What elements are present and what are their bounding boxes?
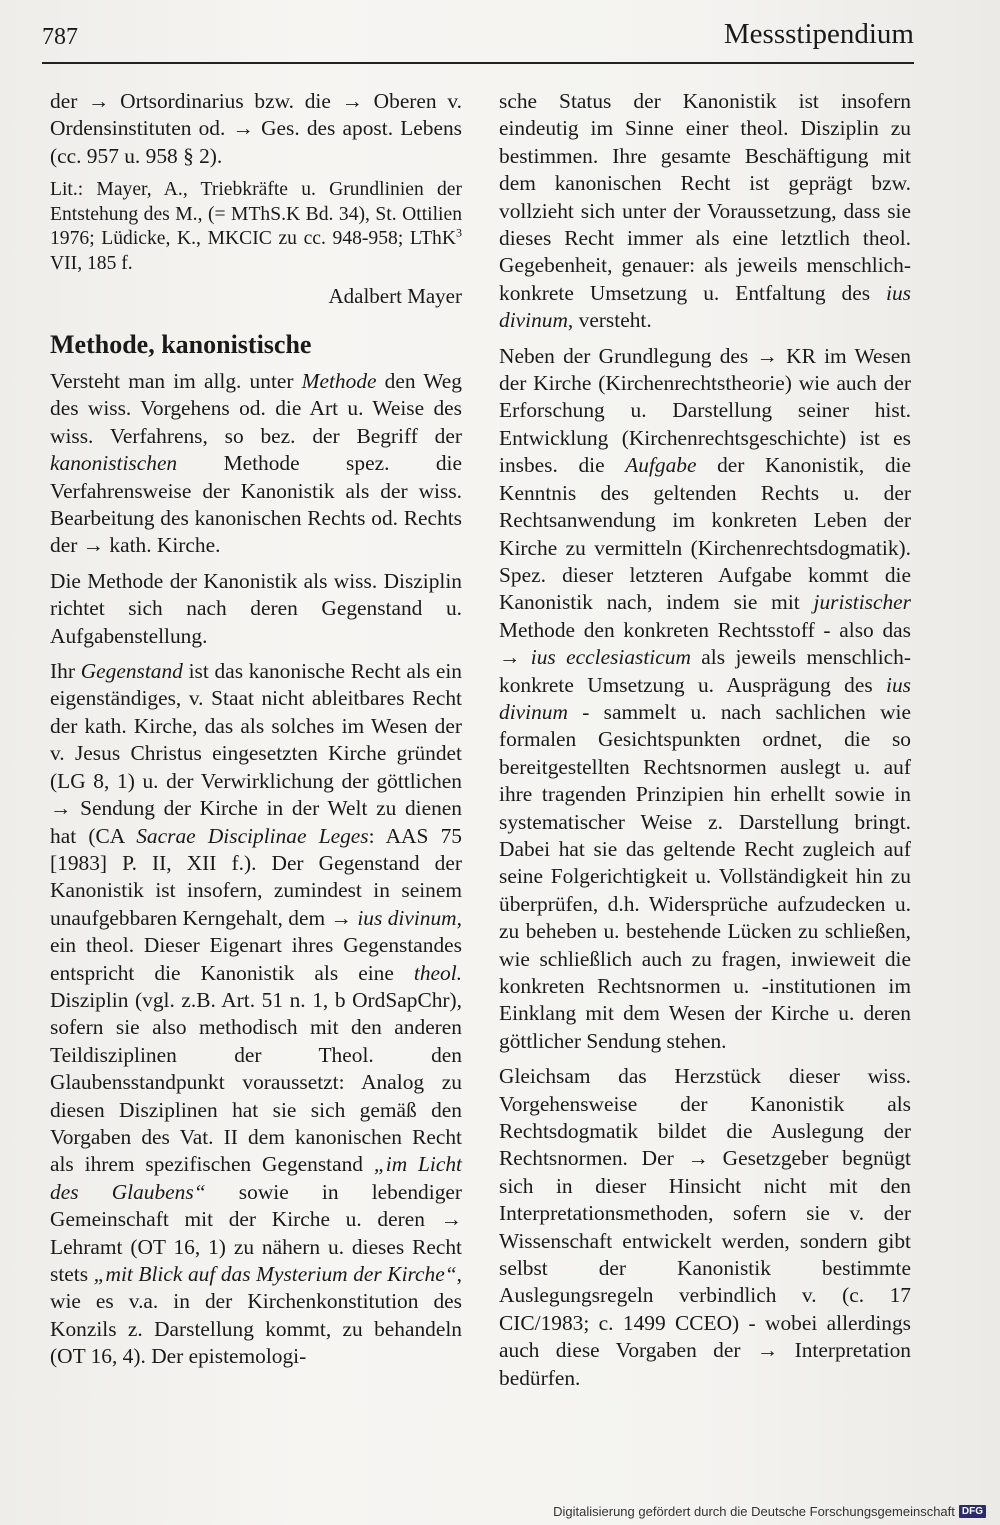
- dfg-logo-icon: DFG: [959, 1505, 986, 1518]
- paragraph: der → Ortsordinarius bzw. die → Oberen v. Ordensinstituten od. → Ges. des apost. Lebens (cc. 957 u. 958 § 2).: [50, 89, 462, 168]
- paragraph: Neben der Grundlegung des → KR im Wesen der Kirche (Kirchenrechtstheorie) wie auch der Erforschung u. Darstellung seiner hist. Entwicklung (Kirchenrechtsgeschichte) ist es insbes. die Aufgabe der Kanonistik, die Kenntnis des geltenden Rechts u. der Rechtsanwendung im konkreten Leben der Kirche zu vermitteln (Kirchenrechtsdogmatik). Spez. dieser letzteren Aufgabe kommt die Kanonistik nach, indem sie mit juristischer Methode den konkreten Rechtsstoff - also das → ius ecclesiasticum als jeweils menschlich-konkrete Umsetzung u. Ausprägung des ius divinum - sammelt u. nach sachlichen wie formalen Gesichtspunkten ordnet, die so bereitgestellten Rechtsnormen auslegt u. auf ihre tragenden Prinzipien hin erhellt sowie in systematischer Weise z. Darstellung bringt. Dabei hat sie das geltende Recht zugleich auf seine Folgerichtigkeit u. Vollständigkeit hin zu überprüfen, d.h. Widersprüche aufzudecken u. zu beheben u. bestehende Lücken zu schließen, wie schließlich auch zu fragen, inwieweit die konkreten Rechtsnormen u. -institutionen im Einklang mit dem Wesen der Kirche u. deren göttlicher Sendung stehen.: [499, 343, 911, 1053]
- paragraph: sche Status der Kanonistik ist insofern eindeutig im Sinne einer theol. Disziplin zu bestimmen. Ihre gesamte Beschäftigung mit dem kanonischen Recht ist geprägt bzw. vollzieht sich unter der Voraussetzung, dass sie dieses Recht immer als eine letztlich theol. Gegebenheit, genauer: als jeweils menschlich-konkrete Umsetzung u. Entfaltung des ius divinum, versteht.: [499, 89, 911, 333]
- paragraph: Die Methode der Kanonistik als wiss. Disziplin richtet sich nach deren Gegenstand u. Aufgabenstellung.: [50, 568, 462, 648]
- footer-text: Digitalisierung gefördert durch die Deutsche Forschungsgemeinschaft: [553, 1504, 955, 1519]
- author-name: Adalbert Mayer: [328, 283, 462, 308]
- article-heading: Methode, kanonistische: [50, 330, 312, 359]
- paragraph: Gleichsam das Herzstück dieser wiss. Vorgehensweise der Kanonistik als Rechtsdogmatik bildet die Auslegung der Rechtsnormen. Der → Gesetzgeber begnügt sich in dieser Hinsicht nicht mit den Interpretationsmethoden, sofern sie v. der Wissenschaft entwickelt werden, sondern gibt selbst der Kanonistik bestimmte Auslegungsregeln verbindlich v. (c. 17 CIC/1983; c. 1499 CCEO) - wobei allerdings auch diese Vorgaben der → Interpretation bedürfen.: [499, 1064, 911, 1390]
- running-head: Messstipendium: [723, 18, 914, 50]
- digitization-footer: [553, 1504, 986, 1519]
- page-number: 787: [42, 24, 78, 50]
- paragraph: Versteht man im allg. unter Methode den Weg des wiss. Vorgehens od. die Art u. Weise des wiss. Verfahrens, so bez. der Begriff der kanonistischen Methode spez. die Verfahrensweise der Kanonistik als der wiss. Bearbeitung des kanonischen Rechts od. Rechts der → kath. Kirche.: [50, 369, 462, 558]
- page-header: [42, 18, 914, 58]
- paragraph: Ihr Gegenstand ist das kanonische Recht als ein eigenständiges, v. Staat nicht ableitbares Recht der kath. Kirche, das als solches im Wesen der v. Jesus Christus eingesetzten Kirche gründet (LG 8, 1) u. der Verwirklichung der göttlichen → Sendung der Kirche in der Welt zu dienen hat (CA Sacrae Disciplinae Leges: AAS 75 [1983] P. II, XII f.). Der Gegenstand der Kanonistik ist insofern, zumindest in seinem unaufgebbaren Kerngehalt, dem → ius divinum, ein theol. Dieser Eigenart ihres Gegenstandes entspricht die Kanonistik als eine theol. Disziplin (vgl. z.B. Art. 51 n. 1, b OrdSapChr), sofern sie also methodisch mit den anderen Teildisziplinen der Theol. den Glaubensstandpunkt voraussetzt: Analog zu diesen Disziplinen hat sie sich gemäß den Vorgaben des Vat. II dem kanonischen Recht als ihrem spezifischen Gegenstand „im Licht des Glaubens“ sowie in lebendiger Gemeinschaft mit der Kirche u. deren → Lehramt (OT 16, 1) zu nähern u. dieses Recht stets „mit Blick auf das Mysterium der Kirche“, wie es v.a. in der Kirchenkonstitution des Konzils z. Darstellung kommt, zu behandeln (OT 16, 4). Der epistemologi-: [50, 659, 463, 1369]
- right-column: [499, 88, 911, 1400]
- header-rule: [42, 62, 914, 64]
- left-column: [50, 88, 462, 1379]
- literature-reference: Lit.: Mayer, A., Triebkräfte u. Grundlinien der Entstehung des M., (= MThS.K Bd. 34), St. Ottilien 1976; Lüdicke, K., MKCIC zu cc. 948-958; LThK$^3$ VII, 185 f.: [50, 179, 462, 274]
